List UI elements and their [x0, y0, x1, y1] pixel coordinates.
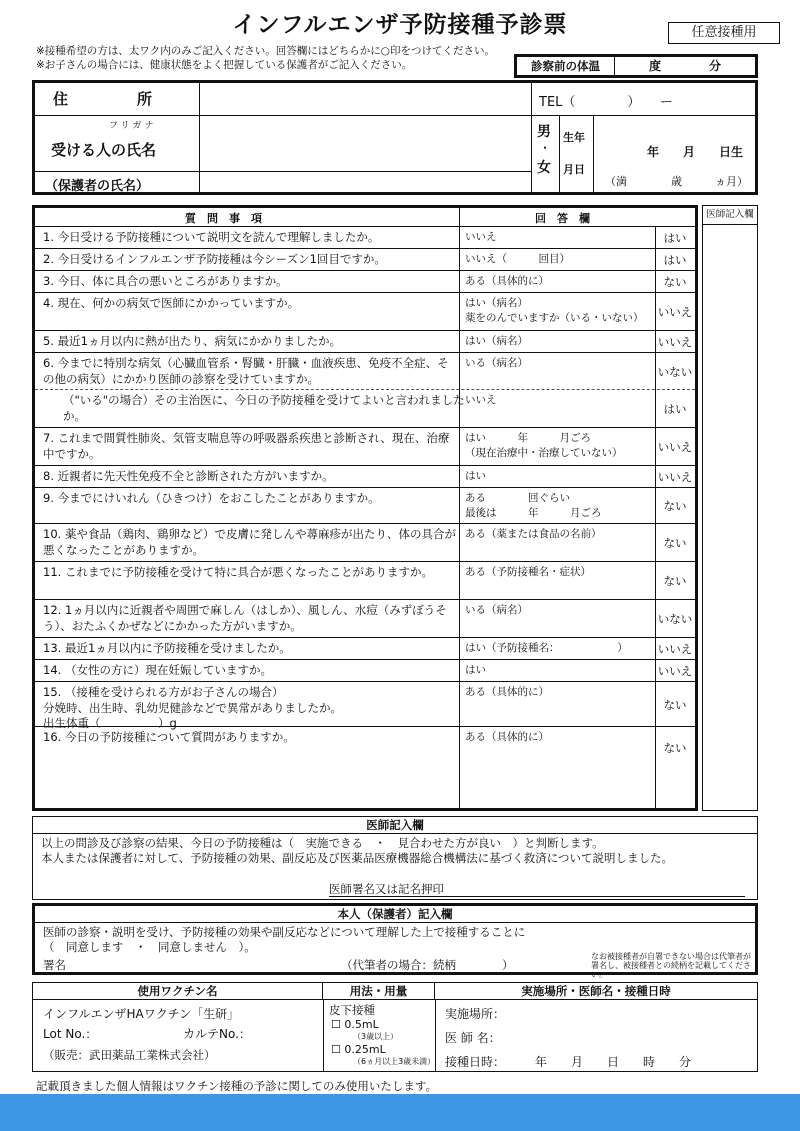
tel-field[interactable]: TEL（ ） ー: [539, 95, 673, 110]
doctor-explanation-text: 本人または保護者に対して、予防接種の効果、副反応及び医薬品医療機器総合機構法に基づく救済について説明しました。: [41, 851, 674, 865]
vaccine-name-header: 使用ワクチン名: [33, 983, 323, 1000]
identity-block: [32, 80, 758, 195]
doctor-judgement-text: 以上の問診及び診察の結果、今日の予防接種は（ 実施できる ・ 見合わせた方が良い ）と判断します。: [41, 836, 604, 850]
proxy-note: なお被接種者が自署できない場合は代筆者が署名し、被接種者との続柄を記載してください。: [591, 952, 751, 979]
lot-field[interactable]: Lot No.：: [43, 1027, 98, 1041]
table-row: [35, 660, 695, 682]
question-text: 10. 薬や食品（鶏肉、鶏卵など）で皮膚に発しんや蕁麻疹が出たり、体の具合が悪くなったことがありますか。: [43, 527, 456, 557]
answer-option[interactable]: いいえ: [465, 231, 497, 243]
age-field[interactable]: （満 歳 ヵ月）: [605, 175, 748, 188]
doctor-note-column: [702, 205, 758, 811]
answer-option[interactable]: ない: [663, 741, 687, 755]
answer-header: 回 答 欄: [535, 212, 590, 225]
birth-label: 月日: [563, 163, 585, 176]
table-row: [35, 271, 695, 293]
table-row: [35, 638, 695, 660]
table-row: [35, 331, 695, 353]
karte-field[interactable]: カルテNo.：: [183, 1027, 251, 1041]
answer-option[interactable]: いる（病名）: [465, 604, 528, 616]
question-text: （"いる"の場合）その主治医に、今日の予防接種を受けてよいと言われましたか。: [63, 393, 465, 423]
answer-option[interactable]: いいえ: [657, 642, 693, 656]
doctor-signature-label: 医師署名又は記名押印: [329, 882, 444, 896]
site-header: 実施場所・医師名・接種日時: [435, 983, 757, 1000]
answer-option[interactable]: ない: [663, 275, 687, 289]
question-text: 13. 最近1ヵ月以内に予防接種を受けましたか。: [43, 641, 291, 655]
sex-female-option[interactable]: 女: [537, 160, 551, 176]
question-text: 2. 今日受けるインフルエンザ予防接種は今シーズン1回目ですか。: [43, 252, 386, 266]
table-row: [35, 488, 695, 524]
table-row: [35, 682, 695, 730]
answer-option[interactable]: ない: [663, 574, 687, 588]
answer-option[interactable]: いない: [657, 612, 693, 626]
question-text: 5. 最近1ヵ月以内に熱が出たり、病気にかかりましたか。: [43, 334, 341, 348]
sex-separator: ・: [539, 141, 552, 155]
answer-option[interactable]: いいえ: [657, 335, 693, 349]
questionnaire-header: [35, 208, 695, 227]
answer-option[interactable]: いいえ: [657, 440, 693, 454]
name-field[interactable]: [205, 131, 525, 167]
answer-option[interactable]: ある 回ぐらい 最後は 年 月ごろ: [465, 492, 602, 519]
dose-05-note: （3歳以上）: [353, 1032, 399, 1041]
answer-option[interactable]: はい 年 月ごろ （現在治療中・治療していない）: [465, 432, 623, 459]
question-text: 8. 近親者に先天性免疫不全と診断された方がいますか。: [43, 469, 334, 483]
table-row: [35, 466, 695, 488]
vaccine-name: インフルエンザHAワクチン「生研」: [43, 1007, 240, 1021]
date-field[interactable]: 接種日時： 年 月 日 時 分: [445, 1055, 692, 1069]
table-row: [35, 600, 695, 638]
bottom-color-bar: [0, 1094, 800, 1131]
answer-option[interactable]: ある（薬または食品の名前）: [465, 528, 602, 540]
answer-option[interactable]: ない: [663, 536, 687, 550]
question-text: 3. 今日、体に具合の悪いところがありますか。: [43, 274, 288, 288]
address-label: 住 所: [53, 90, 159, 108]
question-text: 16. 今日の予防接種について質問がありますか。: [43, 730, 295, 744]
table-row: [35, 353, 695, 390]
answer-option[interactable]: はい（病名） 薬をのんでいますか（いる・いない）: [465, 297, 644, 324]
table-row: [35, 249, 695, 271]
answer-option[interactable]: ある（具体的に）: [465, 275, 549, 287]
seller-text: （販売：武田薬品工業株式会社）: [43, 1048, 216, 1062]
answer-option[interactable]: いる（病名）: [465, 357, 528, 369]
answer-option[interactable]: はい: [465, 664, 486, 676]
consent-section: [32, 903, 758, 979]
birth-label: 生年: [563, 131, 585, 144]
question-text: 12. 1ヵ月以内に近親者や周囲で麻しん（はしか）、風しん、水痘（みずぼうそう）、おたふくかぜなどにかかった方がいますか。: [43, 603, 447, 633]
consent-text: 医師の診察・説明を受け、予防接種の効果や副反応などについて理解した上で接種することに: [43, 925, 526, 939]
guardian-label: （保護者の氏名）: [45, 179, 150, 194]
answer-option[interactable]: ある（具体的に）: [465, 731, 549, 743]
privacy-footer: 記載頂きました個人情報はワクチン接種の予診に関してのみ使用いたします。: [36, 1079, 438, 1093]
answer-option[interactable]: はい: [465, 470, 486, 482]
furigana-label: フリガナ: [109, 121, 157, 131]
dose-025-checkbox[interactable]: ☐ 0.25mL: [331, 1043, 386, 1056]
table-row: [35, 293, 695, 331]
dosage-header: 用法・用量: [323, 983, 435, 1000]
question-text: 1. 今日受ける予防接種について説明文を読んで理解しましたか。: [43, 230, 380, 244]
answer-option[interactable]: はい: [663, 231, 687, 245]
table-row: [35, 227, 695, 249]
answer-option[interactable]: ある（予防接種名・症状）: [465, 566, 591, 578]
address-field[interactable]: [205, 87, 525, 111]
answer-option[interactable]: ある（具体的に）: [465, 686, 549, 698]
route-label: 皮下接種: [329, 1003, 375, 1017]
question-text: 14. （女性の方に）現在妊娠していますか。: [43, 663, 272, 677]
temperature-label: 診察前の体温: [517, 57, 615, 75]
guardian-field[interactable]: [205, 173, 525, 191]
doctor-name-field[interactable]: 医 師 名：: [445, 1031, 501, 1045]
answer-option[interactable]: いいえ: [657, 664, 693, 678]
questionnaire-table: [32, 205, 698, 811]
instruction-note: ※お子さんの場合には、健康状態をよく把握している保護者がご記入ください。: [36, 59, 413, 71]
consent-options[interactable]: （ 同意します ・ 同意しません ）。: [43, 940, 256, 954]
answer-option[interactable]: はい: [663, 253, 687, 267]
question-text: 4. 現在、何かの病気で医師にかかっていますか。: [43, 296, 300, 310]
answer-option[interactable]: はい（病名）: [465, 335, 528, 347]
temperature-field[interactable]: 度 分: [648, 59, 721, 73]
answer-option[interactable]: いいえ（ 回目）: [465, 253, 570, 265]
table-row: [35, 727, 695, 769]
question-text: 15. （接種を受けられる方がお子さんの場合） 分娩時、出生時、乳幼児健診などで異常がありましたか。 出生体重（ ）g: [43, 685, 342, 730]
table-row: [35, 562, 695, 600]
answer-option[interactable]: はい（予防接種名： ）: [465, 642, 628, 654]
place-field[interactable]: 実施場所：: [445, 1007, 506, 1021]
question-text: 9. 今までにけいれん（ひきつけ）をおこしたことがありますか。: [43, 491, 380, 505]
question-text: 11. これまでに予防接種を受けて特に具合が悪くなったことがありますか。: [43, 565, 433, 579]
doctor-note-header: 医師記入欄: [703, 206, 757, 225]
consent-section-header: 本人（保護者）記入欄: [35, 906, 755, 923]
table-row: [35, 524, 695, 562]
name-label: 受ける人の氏名: [51, 141, 157, 159]
form-title: インフルエンザ予防接種予診票: [232, 12, 568, 38]
answer-option[interactable]: ない: [663, 499, 687, 513]
dose-025-note: （6ヵ月以上3歳未満）: [353, 1057, 436, 1066]
question-text: 6. 今までに特別な病気（心臓血管系・腎臓・肝臓・血液疾患、免疫不全症、その他の病気）にかかり医師の診察を受けていますか。: [43, 356, 449, 386]
doctor-section: [32, 816, 758, 900]
answer-option[interactable]: いいえ: [657, 305, 693, 319]
dose-05-checkbox[interactable]: ☐ 0.5mL: [331, 1018, 379, 1031]
instruction-note: ※接種希望の方は、太ワク内のみご記入ください。回答欄にはどちらかに○印をつけてください。: [36, 45, 495, 57]
birth-date-field[interactable]: 年 月 日生: [647, 145, 744, 159]
table-row: [35, 390, 695, 428]
voluntary-badge: 任意接種用: [668, 22, 780, 44]
sex-male-option[interactable]: 男: [537, 124, 551, 140]
table-row: [35, 428, 695, 466]
question-text: 7. これまで間質性肺炎、気管支喘息等の呼吸器系疾患と診断され、現在、治療中ですか。: [43, 431, 450, 461]
proxy-field[interactable]: （代筆者の場合：続柄 ）: [341, 958, 514, 972]
temperature-box: [514, 54, 758, 78]
sign-label: 署名: [43, 958, 66, 972]
answer-option[interactable]: いない: [657, 364, 693, 379]
answer-option[interactable]: いいえ: [465, 394, 497, 406]
answer-option[interactable]: いいえ: [657, 470, 693, 484]
vaccine-table: [32, 982, 758, 1072]
doctor-section-header: 医師記入欄: [33, 817, 757, 834]
question-header: 質 問 事 項: [185, 212, 262, 225]
answer-option[interactable]: はい: [663, 402, 687, 416]
answer-option[interactable]: ない: [663, 697, 687, 712]
